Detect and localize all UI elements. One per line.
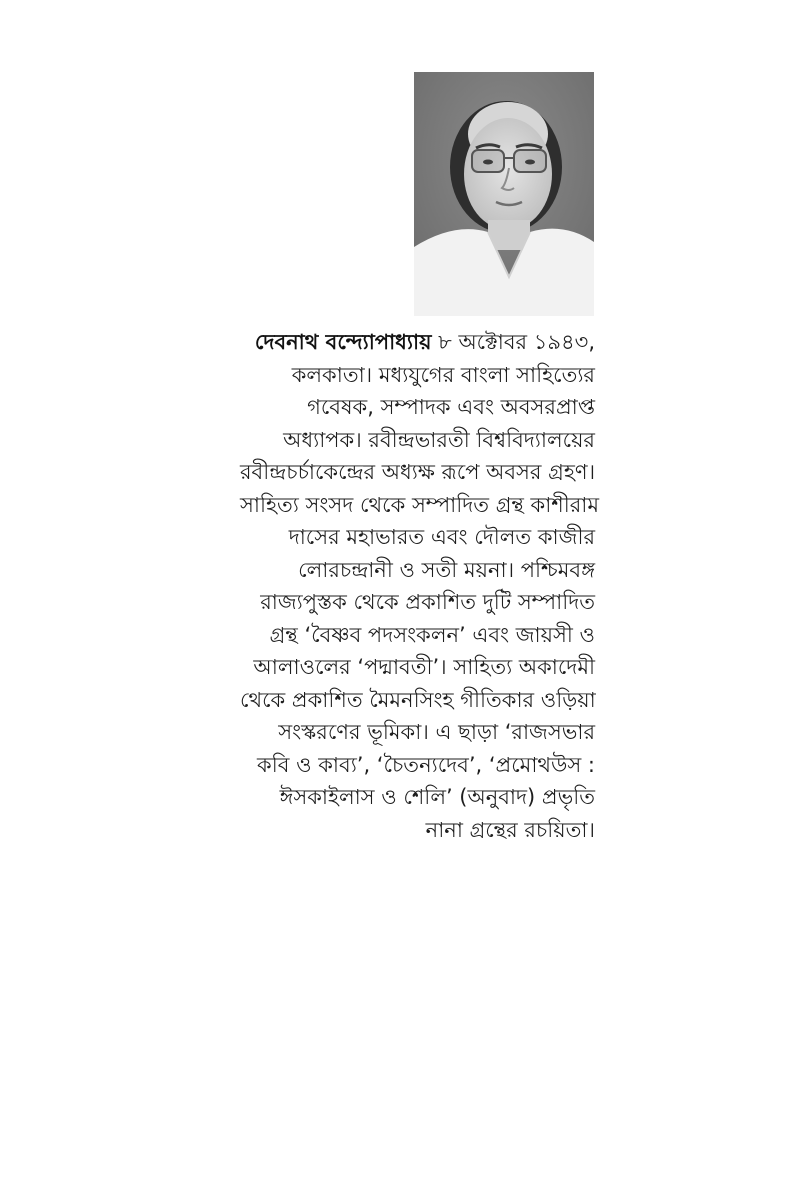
bio-line: কলকাতা। মধ্যযুগের বাংলা সাহিত্যের [291,362,595,387]
author-photo [414,72,594,316]
bio-line: নানা গ্রন্থের রচয়িতা। [425,817,595,842]
bio-line: অধ্যাপক। রবীন্দ্রভারতী বিশ্ববিদ্যালয়ের [283,427,595,452]
bio-line: গবেষক, সম্পাদক এবং অবসরপ্রাপ্ত [307,395,595,419]
bio-line: দাসের মহাভারত এবং দৌলত কাজীর [288,525,595,549]
bio-line: ঈসকাইলাস ও শেলি’ (অনুবাদ) প্রভৃতি [279,785,595,809]
birth-date-place: ৮ অক্টোবর ১৯৪৩, [431,330,595,354]
portrait-image [414,72,594,316]
bio-line: লোরচন্দ্রানী ও সতী ময়না। পশ্চিমবঙ্গ [298,557,595,582]
bio-line-1 [240,326,595,359]
bio-line: গ্রন্থ ‘বৈষ্ণব পদসংকলন’ এবং জায়সী ও [269,622,595,647]
author-biography [240,326,600,846]
bio-line: থেকে প্রকাশিত মৈমনসিংহ গীতিকার ওড়িয়া [240,687,596,712]
bio-line: সংস্করণের ভূমিকা। এ ছাড়া ‘রাজসভার [278,720,595,744]
bio-line: সাহিত্য সংসদ থেকে সম্পাদিত গ্রন্থ কাশীরাম [240,492,600,517]
bio-line: রবীন্দ্রচর্চাকেন্দ্রের অধ্যক্ষ রূপে অবসর গ্রহণ। [240,460,596,484]
bio-line: আলাওলের ‘পদ্মাবতী’। সাহিত্য অকাদেমী [253,655,595,679]
bio-line: কবি ও কাব্য’, ‘চৈতন্যদেব’, ‘প্রমোথউস : [257,752,595,777]
bio-line: রাজ্যপুস্তক থেকে প্রকাশিত দুটি সম্পাদিত [260,590,595,614]
author-name: দেবনাথ বন্দ্যোপাধ্যায় [254,330,432,354]
